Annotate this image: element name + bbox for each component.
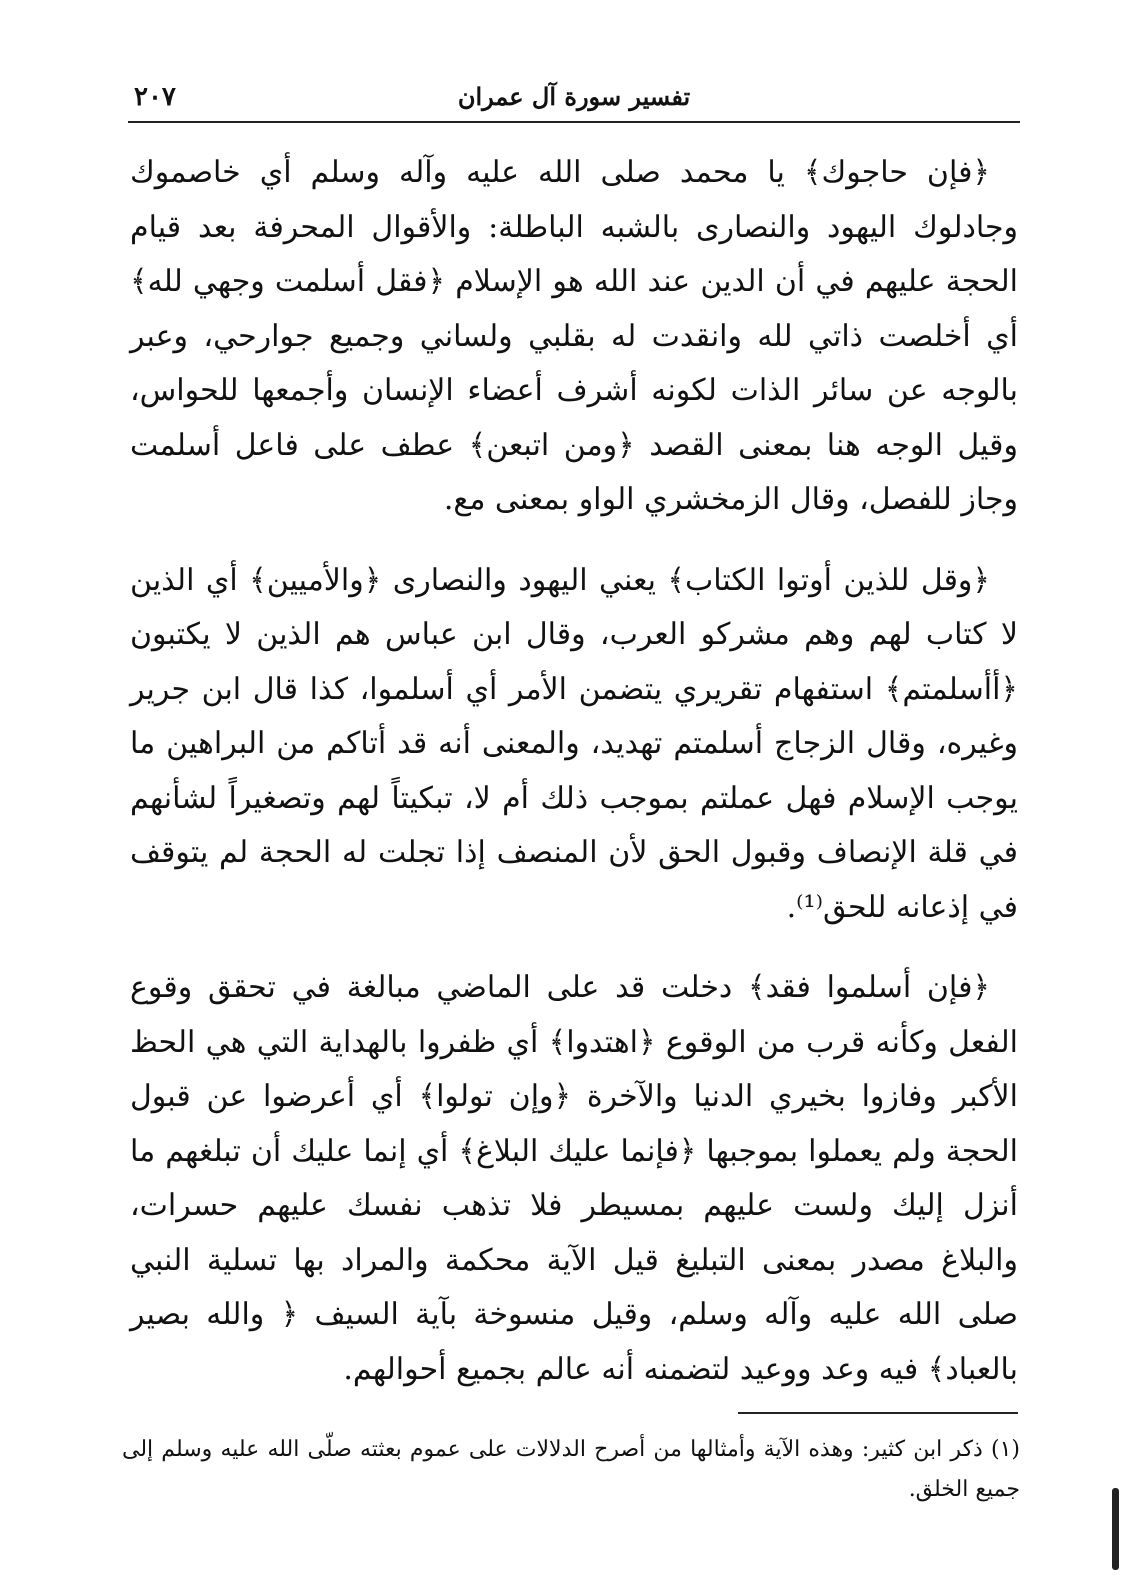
paragraph-2: ﴿وقل للذين أوتوا الكتاب﴾ يعني اليهود والنصارى ﴿والأميين﴾ أي الذين لا كتاب لهم وهم مشركو العرب، وقال ابن عباس هم الذين لا يكتبون ﴿أأسلمتم﴾ استفهام تقريري يتضمن الأمر أي أسلموا، كذا قال ابن جرير وغيره، وقال الزجاج أسلمتم تهديد، والمعنى أنه قد أتاكم من البراهين ما يوجب الإسلام فهل عملتم بموجب ذلك أم لا، تبكيتاً لهم وتصغيراً لشأنهم في قلة الإنصاف وقبول الحق لأن المنصف إذا تجلت له الحجة لم يتوقف في إذعانه للحق⁽¹⁾. — [130, 562, 1018, 925]
main-text — [130, 146, 1018, 1423]
header-divider — [128, 121, 1020, 123]
paragraph-3: ﴿فإن أسلموا فقد﴾ دخلت قد على الماضي مبالغة في تحقق وقوع الفعل وكأنه قرب من الوقوع ﴿اهتدوا﴾ أي ظفروا بالهداية التي هي الحظ الأكبر وفازوا بخيري الدنيا والآخرة ﴿وإن تولوا﴾ أي أعرضوا عن قبول الحجة ولم يعملوا بموجبها ﴿فإنما عليك البلاغ﴾ أي إنما عليك أن تبلغهم ما أنزل إليك ولست عليهم بمسيطر فلا تذهب نفسك عليهم حسرات، والبلاغ مصدر بمعنى التبليغ قيل الآية محكمة والمراد بها تسلية النبي صلى الله عليه وآله وسلم، وقيل منسوخة بآية السيف ﴿ والله بصير بالعباد﴾ فيه وعد ووعيد لتضمنه أنه عالم بجميع أحوالهم. — [130, 970, 1018, 1387]
page-number: ٢٠٧ — [134, 82, 176, 112]
footnote-divider — [738, 1412, 1018, 1414]
scan-edge-mark — [1112, 1488, 1119, 1570]
page-header — [128, 74, 1020, 118]
paragraph-1: ﴿فإن حاجوك﴾ يا محمد صلى الله عليه وآله وسلم أي خاصموك وجادلوك اليهود والنصارى بالشبه الباطلة: والأقوال المحرفة بعد قيام الحجة عليهم في أن الدين عند الله هو الإسلام ﴿فقل أسلمت وجهي لله﴾ أي أخلصت ذاتي لله وانقدت له بقلبي ولساني وجميع جوارحي، وعبر بالوجه عن سائر الذات لكونه أشرف أعضاء الإنسان وأجمعها للحواس، وقيل الوجه هنا بمعنى القصد ﴿ومن اتبعن﴾ عطف على فاعل أسلمت وجاز للفصل، وقال الزمخشري الواو بمعنى مع. — [130, 155, 1018, 517]
running-title: تفسير سورة آل عمران — [457, 82, 691, 111]
footnote: (١) ذكر ابن كثير: وهذه الآية وأمثالها من أصرح الدلالات على عموم بعثته صلّى الله عليه وسلم إلى جميع الخلق. — [122, 1437, 1020, 1502]
